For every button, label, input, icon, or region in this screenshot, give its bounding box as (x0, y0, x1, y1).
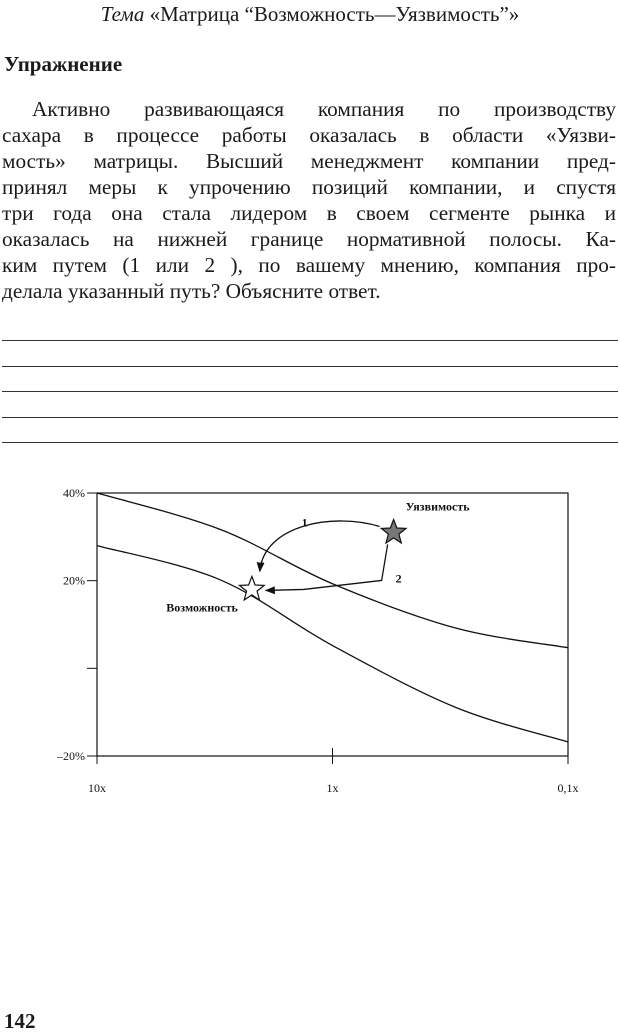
upper-band-curve (97, 493, 568, 648)
paragraph-line: делала указанный путь? Объясните ответ. (2, 279, 381, 303)
opportunity-vulnerability-chart (0, 470, 620, 810)
path-1-label: 1 (301, 515, 308, 530)
plot-frame (97, 493, 568, 756)
y-tick-label: –20% (57, 749, 85, 763)
answer-line (2, 442, 618, 468)
x-tick-label: 0,1x (557, 781, 579, 795)
paragraph-line: Активно развивающаяся компания по производству (32, 97, 616, 121)
path-2-label: 2 (395, 571, 402, 586)
answer-lines (2, 340, 618, 468)
vulnerability-star-icon (381, 520, 406, 544)
answer-line (2, 340, 618, 366)
paragraph-line: мость» матрицы. Высший менеджмент компании пред- (2, 149, 616, 173)
lower-band-curve (97, 546, 568, 742)
paragraph-line: принял меры к упрочению позиций компании, и спустя (2, 175, 616, 199)
running-head-topic: Тема (100, 2, 145, 26)
page-number: 142 (4, 1009, 36, 1033)
answer-line (2, 417, 618, 443)
vulnerability-label: Уязвимость (405, 499, 470, 514)
y-tick-label: 40% (63, 486, 85, 500)
paragraph-line: сахара в процессе работы оказалась в области «Уязви- (2, 123, 616, 147)
opportunity-label: Возможность (166, 600, 238, 615)
x-tick-label: 1x (326, 781, 339, 795)
section-title: Упражнение (4, 52, 123, 76)
y-tick-label: 20% (63, 573, 85, 588)
exercise-paragraph (2, 96, 616, 304)
path-2-arrow (266, 544, 388, 590)
running-head-title: «Матрица “Возможность—Уязвимость”» (144, 2, 520, 26)
paragraph-line: ким путем (1 или 2 ), по вашему мнению, компания про- (2, 253, 616, 277)
path-1-arrow (260, 521, 380, 571)
paragraph-line: три года она стала лидером в своем сегменте рынка и (2, 201, 616, 225)
x-tick-label: 10x (88, 781, 106, 795)
answer-line (2, 391, 618, 417)
running-head (0, 2, 620, 26)
answer-line (2, 366, 618, 392)
paragraph-line: оказалась на нижней границе нормативной полосы. Ка- (2, 227, 616, 251)
